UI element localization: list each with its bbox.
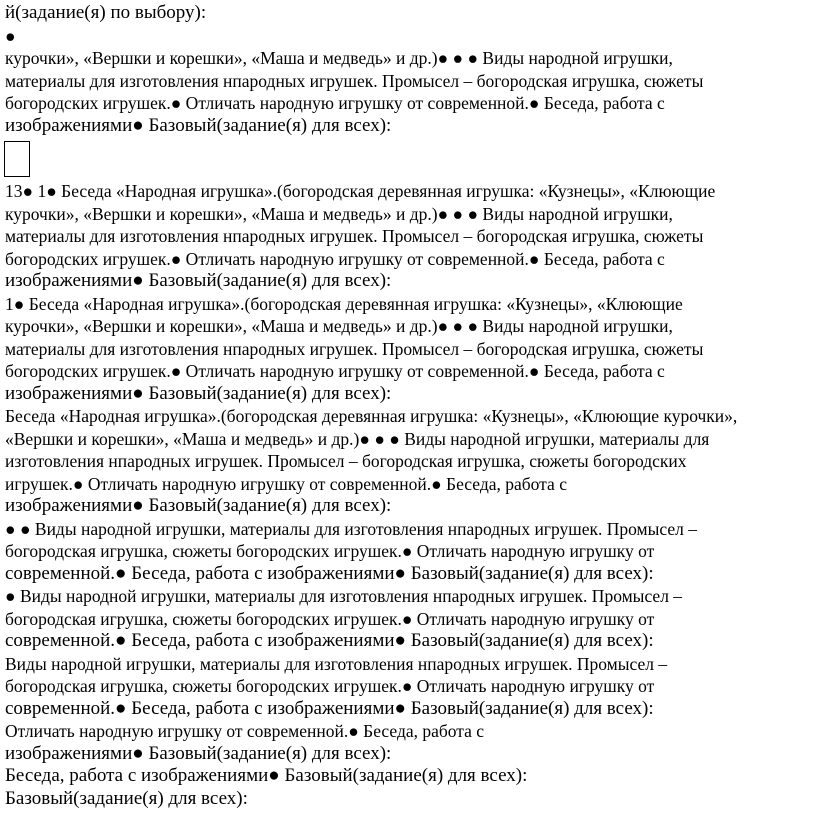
text-line: курочки», «Вершки и корешки», «Маша и медведь» и др.)● ● ● Виды народной игрушки, <box>5 316 673 336</box>
text-line: «Вершки и корешки», «Маша и медведь» и др.)● ● ● Виды народной игрушки, материалы для <box>5 428 710 449</box>
text-line: современной.● Беседа, работа с изображениями● Базовый(задание(я) для всех): <box>5 630 654 651</box>
text-line: Виды народной игрушки, материалы для изготовления нпародных игрушек. Промысел – <box>5 653 668 674</box>
text-line: изготовления нпародных игрушек. Промысел – богородская игрушка, сюжеты богородских <box>5 451 687 471</box>
text-line: игрушек.● Отличать народную игрушку от современной.● Беседа, работа с <box>5 473 567 494</box>
text-line: богородская игрушка, сюжеты богородских игрушек.● Отличать народную игрушку от <box>5 676 655 696</box>
text-line: материалы для изготовления нпародных игрушек. Промысел – богородская игрушка, сюжеты <box>5 70 704 91</box>
text-line: современной.● Беседа, работа с изображениями● Базовый(задание(я) для всех): <box>5 562 654 584</box>
text-line: ● ● Виды народной игрушки, материалы для изготовления нпародных игрушек. Промысел – <box>5 518 697 539</box>
text-line: ● Виды народной игрушки, материалы для изготовления нпародных игрушек. Промысел – <box>5 586 683 606</box>
text-line: изображениями● Базовый(задание(я) для всех): <box>5 114 392 136</box>
text-line: Базовый(задание(я) для всех): <box>5 787 248 809</box>
text-line: й(задание(я) по выбору): <box>5 2 207 23</box>
text-line: 13● 1● Беседа «Народная игрушка».(богородская деревянная игрушка: «Кузнецы», «Клюющие <box>5 181 716 201</box>
text-line: богородских игрушек.● Отличать народную игрушку от современной.● Беседа, работа с <box>5 248 665 269</box>
text-block-top <box>5 2 810 137</box>
text-line: богородская игрушка, сюжеты богородских игрушек.● Отличать народную игрушку от <box>5 608 655 629</box>
text-line: Беседа «Народная игрушка».(богородская деревянная игрушка: «Кузнецы», «Клюющие курочки», <box>5 406 738 426</box>
text-line: богородская игрушка, сюжеты богородских игрушек.● Отличать народную игрушку от <box>5 541 655 561</box>
text-line: богородских игрушек.● Отличать народную игрушку от современной.● Беседа, работа с <box>5 361 665 381</box>
text-line: Беседа, работа с изображениями● Базовый(задание(я) для всех): <box>5 765 528 786</box>
text-line: изображениями● Базовый(задание(я) для всех): <box>5 270 392 291</box>
text-line: 1● Беседа «Народная игрушка».(богородская деревянная игрушка: «Кузнецы», «Клюющие <box>5 293 683 314</box>
text-line: материалы для изготовления нпародных игрушек. Промысел – богородская игрушка, сюжеты <box>5 338 704 359</box>
text-block-main <box>5 180 810 810</box>
text-line: курочки», «Вершки и корешки», «Маша и медведь» и др.)● ● ● Виды народной игрушки, <box>5 48 673 68</box>
text-line: современной.● Беседа, работа с изображениями● Базовый(задание(я) для всех): <box>5 697 654 719</box>
text-line: богородских игрушек.● Отличать народную игрушку от современной.● Беседа, работа с <box>5 93 665 113</box>
text-line: изображениями● Базовый(задание(я) для всех): <box>5 495 392 516</box>
text-line: материалы для изготовления нпародных игрушек. Промысел – богородская игрушка, сюжеты <box>5 226 704 246</box>
text-line: изображениями● Базовый(задание(я) для всех): <box>5 382 392 404</box>
text-line: ● <box>5 25 16 46</box>
text-line: Отличать народную игрушку от современной.● Беседа, работа с <box>5 721 485 741</box>
text-line: курочки», «Вершки и корешки», «Маша и медведь» и др.)● ● ● Виды народной игрушки, <box>5 203 673 224</box>
text-line: изображениями● Базовый(задание(я) для всех): <box>5 742 392 764</box>
empty-box <box>4 141 30 177</box>
